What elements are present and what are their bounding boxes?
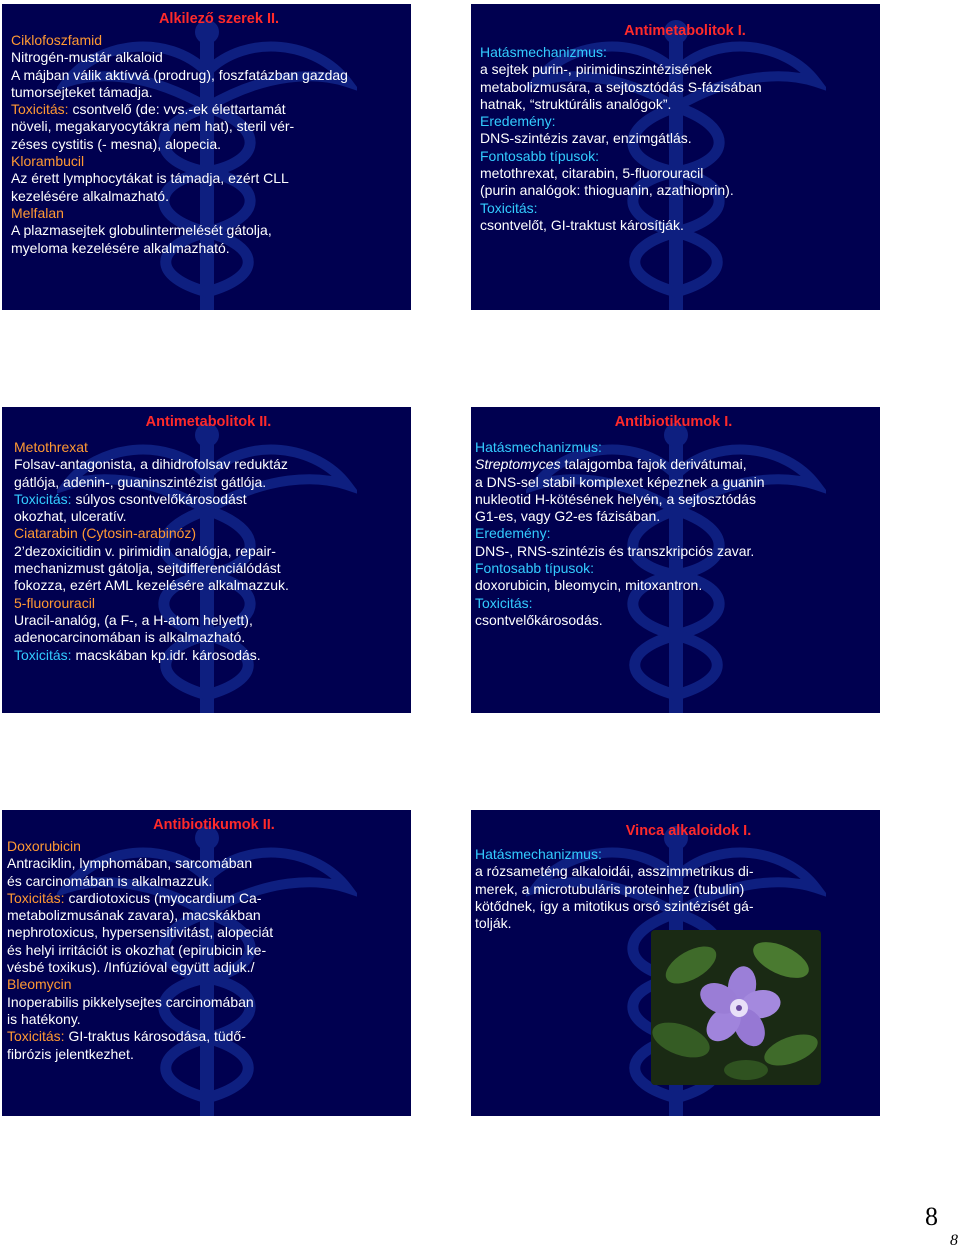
text-line: [11, 32, 403, 49]
text-segment: Metothrexat: [14, 439, 88, 455]
text-line: [11, 84, 403, 101]
text-line: [480, 217, 872, 234]
text-segment: Ciklofoszfamid: [11, 32, 103, 48]
text-line: [14, 439, 403, 456]
text-segment: Hatásmechanizmus:: [475, 846, 602, 862]
text-line: [480, 61, 872, 78]
text-line: [475, 474, 872, 491]
text-segment: Toxicitás:: [14, 490, 76, 507]
text-line: [475, 863, 872, 880]
text-line: [475, 595, 872, 612]
slide-body: [475, 846, 872, 932]
text-segment: kezelésére alkalmazható.: [11, 187, 169, 204]
text-line: [14, 629, 403, 646]
text-line: [475, 456, 872, 473]
text-line: [14, 525, 403, 542]
text-line: [7, 976, 403, 993]
text-line: [480, 148, 872, 165]
text-segment: Fontosabb típusok:: [480, 147, 600, 164]
slide-body: [14, 439, 403, 664]
text-segment: a rózsameténg alkaloidái, asszimmetrikus di-: [475, 863, 754, 880]
text-line: [14, 595, 403, 612]
slide-title: Antibiotikumok I.: [614, 414, 733, 430]
text-line: [7, 838, 403, 855]
text-line: [14, 508, 403, 525]
slide-body: [7, 838, 403, 1063]
text-line: [11, 222, 403, 239]
text-line: [475, 543, 872, 560]
text-segment: Az érett lymphocytákat is támadja, ezért CLL: [11, 170, 289, 187]
text-segment: csontvelő (de: vvs.-ek élettartamát: [72, 101, 286, 118]
slide-title: Antimetabolitok I.: [624, 23, 746, 39]
text-segment: cardiotoxicus (myocardium Ca-: [68, 889, 262, 906]
text-segment: fibrózis jelentkezhet.: [7, 1045, 134, 1062]
text-line: [11, 188, 403, 205]
text-line: [11, 136, 403, 153]
text-segment: merek, a microtubuláris proteinhez (tubulin): [475, 880, 745, 897]
text-segment: adenocarcinomában is alkalmazható.: [14, 629, 246, 646]
text-line: [14, 577, 403, 594]
text-line: [14, 647, 403, 664]
text-line: [7, 1011, 403, 1028]
page-number: 8: [925, 1202, 938, 1231]
text-segment: hatnak, “struktúrális analógok”.: [480, 95, 672, 112]
text-line: [7, 907, 403, 924]
text-segment: a DNS-sel stabil komplexet képeznek a guanin: [475, 473, 765, 490]
text-segment: Bleomycin: [7, 976, 72, 993]
slide-title: Vinca alkaloidok I.: [625, 823, 752, 839]
slide-body: [11, 32, 403, 257]
text-segment: tolják.: [475, 915, 512, 932]
text-segment: nephrotoxicus, hypersensitivitást, alopeciát: [7, 924, 274, 941]
text-line: [480, 79, 872, 96]
text-line: [480, 96, 872, 113]
text-segment: Hatásmechanizmus:: [475, 439, 602, 455]
slide-6: [471, 810, 880, 1116]
text-line: [11, 205, 403, 222]
text-line: [480, 165, 872, 182]
text-segment: nukleotid H-kötésének helyén, a sejtosztódás: [475, 490, 756, 507]
text-line: [480, 182, 872, 199]
text-segment: DNS-, RNS-szintézis és transzkripciós zavar.: [475, 542, 755, 559]
text-segment: Streptomyces: [475, 456, 561, 473]
text-segment: Fontosabb típusok:: [475, 560, 595, 577]
text-segment: Eredemény:: [480, 113, 556, 130]
text-line: [14, 491, 403, 508]
text-segment: Hatásmechanizmus:: [480, 44, 607, 60]
text-segment: 2’dezoxicitidin v. pirimidin analógja, repair-: [14, 542, 276, 559]
text-line: [475, 898, 872, 915]
text-segment: zéses cystitis (- mesna), alopecia.: [11, 135, 222, 152]
text-line: [480, 44, 872, 61]
text-line: [14, 560, 403, 577]
text-segment: Inoperabilis pikkelysejtes carcinomában: [7, 993, 254, 1010]
text-line: [475, 846, 872, 863]
text-line: [7, 855, 403, 872]
text-line: [7, 959, 403, 976]
text-line: [475, 439, 872, 456]
slide-5: [2, 810, 411, 1116]
text-segment: kötődnek, így a mitotikus orsó szintézisét gá-: [475, 897, 754, 914]
text-segment: Doxorubicin: [7, 838, 81, 854]
text-line: [475, 491, 872, 508]
text-line: [7, 890, 403, 907]
text-line: [11, 67, 403, 84]
text-segment: növeli, megakaryocytákra nem hat), steril vér-: [11, 118, 295, 135]
text-segment: DNS-szintézis zavar, enzimgátlás.: [480, 130, 692, 147]
text-line: [7, 942, 403, 959]
text-segment: G1-es, vagy G2-es fázisában.: [475, 508, 661, 525]
text-line: [11, 101, 403, 118]
text-line: [11, 240, 403, 257]
text-segment: GI-traktus károsodása, tüdő-: [68, 1028, 246, 1045]
text-segment: Toxicitás:: [14, 646, 76, 663]
text-line: [11, 49, 403, 66]
text-line: [7, 1028, 403, 1045]
text-segment: a sejtek purin-, pirimidinszintézisének: [480, 61, 712, 78]
text-segment: Nitrogén-mustár alkaloid: [11, 49, 163, 66]
text-segment: Folsav-antagonista, a dihidrofolsav reduktáz: [14, 456, 288, 473]
text-segment: mechanizmust gátolja, sejtdifferenciálódást: [14, 560, 281, 577]
text-segment: metabolizmusára, a sejtosztódás S-fázisában: [480, 78, 762, 95]
text-line: [475, 881, 872, 898]
slide-body: [480, 44, 872, 234]
text-line: [475, 577, 872, 594]
text-line: [14, 474, 403, 491]
text-line: [480, 113, 872, 130]
text-segment: csontvelőkárosodás.: [475, 611, 603, 628]
text-line: [7, 1046, 403, 1063]
text-line: [475, 560, 872, 577]
slide-title: Alkilező szerek II.: [158, 11, 280, 27]
text-segment: doxorubicin, bleomycin, mitoxantron.: [475, 577, 703, 594]
text-segment: Toxicitás:: [7, 1028, 69, 1045]
text-line: [7, 873, 403, 890]
slide-body: [475, 439, 872, 629]
slide-title: Antibiotikumok II.: [153, 817, 275, 833]
text-line: [14, 456, 403, 473]
text-segment: Toxicitás:: [11, 101, 73, 118]
text-segment: myeloma kezelésére alkalmazható.: [11, 239, 230, 256]
text-segment: okozhat, ulceratív.: [14, 508, 127, 525]
slide-4: [471, 407, 880, 713]
text-line: [11, 118, 403, 135]
text-segment: metabolizmusának zavara), macskákban: [7, 907, 261, 924]
text-line: [7, 994, 403, 1011]
text-line: [475, 612, 872, 629]
page-number-footer: 8: [950, 1232, 958, 1249]
text-line: [480, 130, 872, 147]
text-segment: 5-fluorouracil: [14, 594, 95, 611]
text-line: [14, 543, 403, 560]
text-segment: metothrexat, citarabin, 5-fluorouracil: [480, 165, 704, 182]
text-segment: és helyi irritációt is okozhat (epirubicin ke-: [7, 941, 267, 958]
text-segment: macskában kp.idr. károsodás.: [75, 646, 261, 663]
text-line: [475, 508, 872, 525]
text-segment: A májban válik aktívvá (prodrug), foszfatázban gazdag: [11, 66, 348, 83]
slide-1: [2, 4, 411, 310]
text-segment: is hatékony.: [7, 1010, 81, 1027]
text-segment: és carcinomában is alkalmazzuk.: [7, 872, 213, 889]
text-segment: (purin analógok: thioguanin, azathioprin).: [480, 182, 734, 199]
text-segment: Antraciklin, lymphomában, sarcomában: [7, 855, 253, 872]
text-line: [475, 525, 872, 542]
text-segment: Ciatarabin (Cytosin-arabinóz): [14, 525, 197, 542]
text-line: [7, 924, 403, 941]
text-segment: A plazmasejtek globulintermelését gátolja,: [11, 222, 272, 239]
text-segment: fokozza, ezért AML kezelésére alkalmazzuk.: [14, 577, 289, 594]
text-segment: Toxicitás:: [475, 594, 533, 611]
slide-3: [2, 407, 411, 713]
text-segment: csontvelőt, GI-traktust károsítják.: [480, 216, 684, 233]
text-line: [11, 170, 403, 187]
text-segment: Toxicitás:: [480, 199, 538, 216]
slide-2: [471, 4, 880, 310]
text-segment: Melfalan: [11, 204, 64, 221]
text-segment: Toxicitás:: [7, 889, 69, 906]
text-segment: súlyos csontvelőkárosodást: [75, 490, 247, 507]
text-segment: Klorambucil: [11, 153, 85, 170]
text-line: [11, 153, 403, 170]
text-line: [14, 612, 403, 629]
text-segment: tumorsejteket támadja.: [11, 83, 153, 100]
text-segment: Eredemény:: [475, 525, 551, 542]
text-segment: Uracil-analóg, (a F-, a H-atom helyett),: [14, 611, 253, 628]
text-segment: gátlója, adenin-, guaninszintézist gátlója.: [14, 473, 267, 490]
text-segment: vésbé toxikus). /Infúzióval együtt adjuk./: [7, 959, 255, 976]
text-segment: talajgomba fajok derivátumai,: [560, 456, 747, 473]
slide-title: Antimetabolitok II.: [145, 414, 272, 430]
periwinkle-flower-photo: [651, 930, 821, 1085]
text-line: [480, 200, 872, 217]
